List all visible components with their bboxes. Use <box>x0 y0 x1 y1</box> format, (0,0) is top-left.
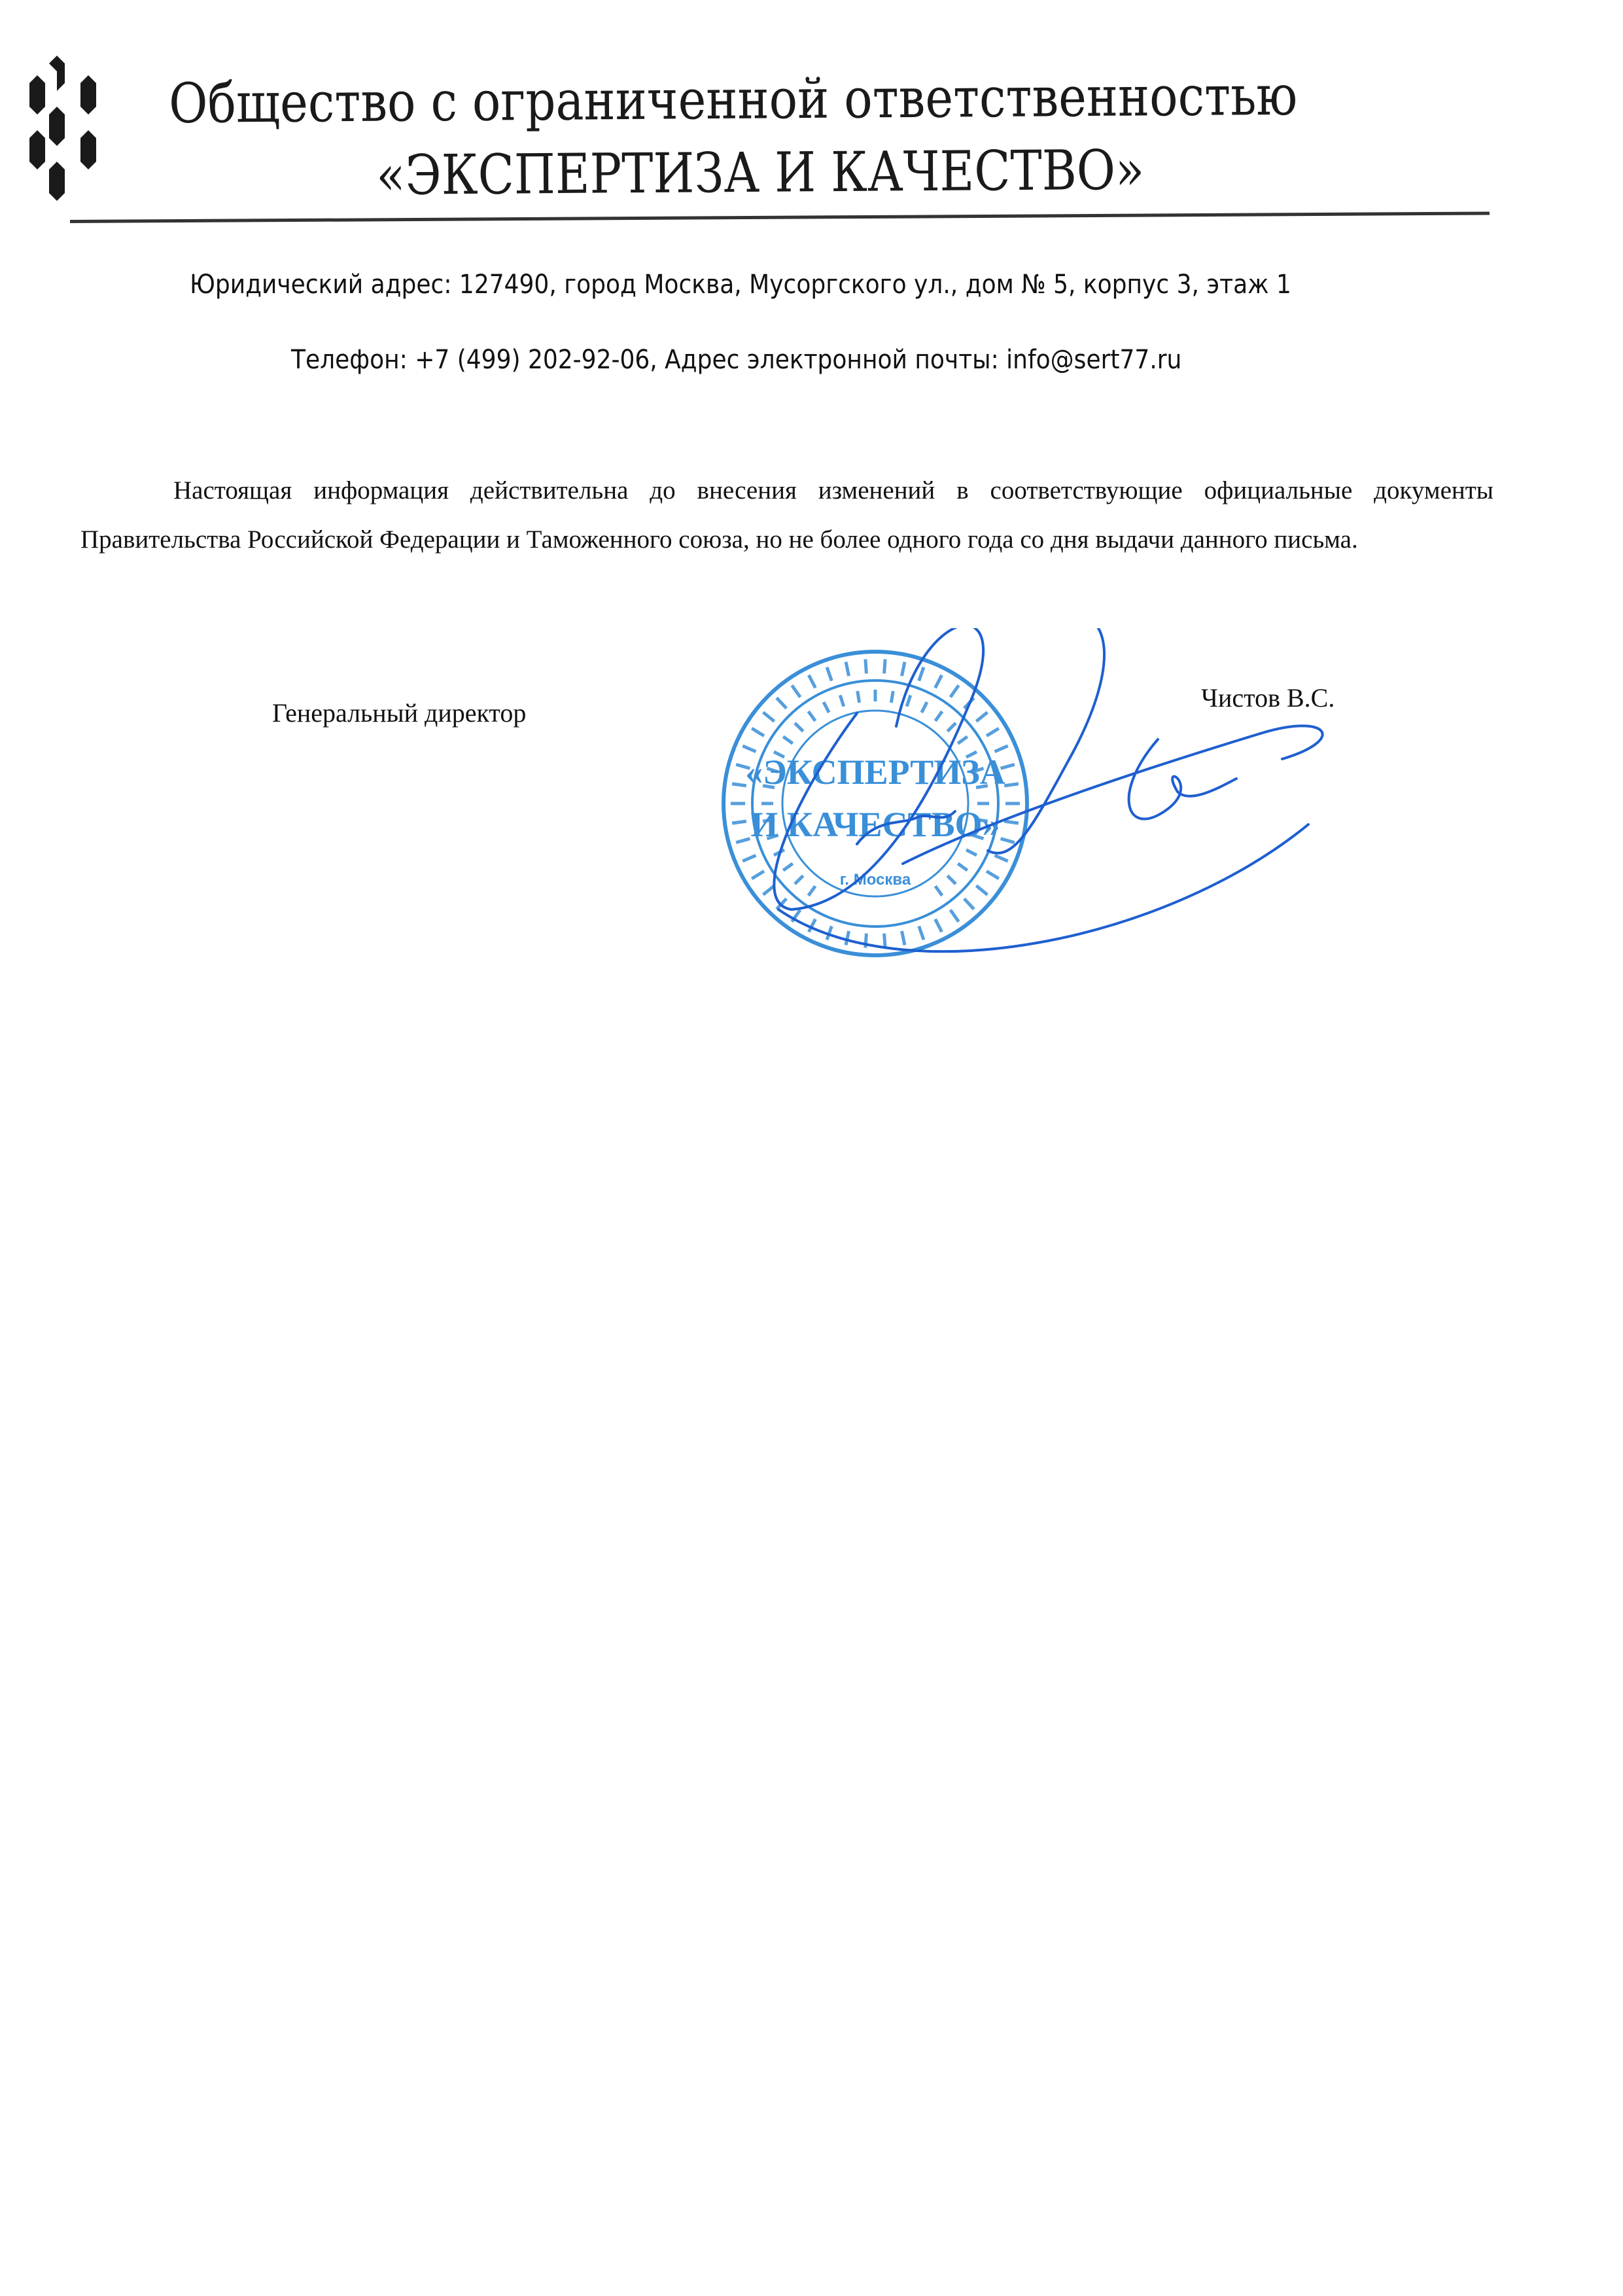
signatory-position: Генеральный директор <box>272 698 527 728</box>
seal-ring-mark <box>783 737 793 744</box>
company-logo-icon <box>29 56 147 213</box>
seal-ring-mark <box>736 839 750 843</box>
seal-ring-mark <box>976 886 987 895</box>
seal-ring-mark <box>846 931 848 945</box>
validity-paragraph: Настоящая информация действительна до внесения изменений в соответствующие официальные документы Правительства Российской Федерации и Таможенного союза, но не более одного года со дня выдачи данного письма. <box>80 476 1493 554</box>
seal-ring-mark <box>976 713 987 722</box>
seal-ring-mark <box>777 698 786 708</box>
company-type-heading: Общество с ограниченной ответственностью <box>168 63 1298 135</box>
seal-ring-mark <box>947 875 956 884</box>
seal-ring-mark <box>935 919 942 932</box>
seal-ring-mark <box>884 934 886 948</box>
company-seal-with-signature <box>707 628 1361 968</box>
seal-ring-mark <box>986 728 999 735</box>
seal-ring-mark <box>907 696 911 707</box>
seal-ring-mark <box>891 691 893 703</box>
seal-ring-mark <box>1004 821 1019 823</box>
seal-ring-lettering-marks <box>731 660 1020 948</box>
signatory-name: Чистов В.С. <box>1201 683 1335 713</box>
phone-email: Телефон: +7 (499) 202-92-06, Адрес электронной почты: info@sert77.ru <box>291 345 1182 375</box>
seal-ring-mark <box>966 850 977 855</box>
seal-ring-mark <box>827 667 831 681</box>
seal-ring-mark <box>840 696 844 707</box>
seal-ring-mark <box>792 685 801 697</box>
seal-ring-mark <box>742 855 756 861</box>
seal-ring-mark <box>958 737 968 744</box>
seal-ring-mark <box>846 662 848 677</box>
seal-ring-mark <box>795 875 803 884</box>
seal-center-line-1: «ЭКСПЕРТИЗА <box>745 752 1005 792</box>
seal-ring-mark <box>752 728 764 735</box>
seal-ring-mark <box>809 711 816 721</box>
seal-ring-mark <box>919 927 924 940</box>
seal-ring-mark <box>919 667 924 681</box>
seal-ring-mark <box>1001 839 1015 843</box>
seal-ring-mark <box>947 723 956 732</box>
seal-ring-mark <box>951 685 959 697</box>
seal-ring-mark <box>809 675 815 688</box>
seal-ring-mark <box>995 855 1008 861</box>
seal-ring-mark <box>763 886 775 895</box>
seal-ring-mark <box>922 702 927 713</box>
seal-ring-mark <box>809 886 816 896</box>
seal-ring-mark <box>958 864 968 871</box>
seal-ring-mark <box>742 746 756 752</box>
seal-ring-mark <box>964 898 974 909</box>
seal-ring-mark <box>901 662 904 677</box>
seal-ring-mark <box>935 711 943 721</box>
seal-ring-mark <box>901 931 904 945</box>
company-name-heading: «ЭКСПЕРТИЗА И КАЧЕСТВО» <box>375 137 1145 207</box>
seal-ring-mark <box>951 910 959 922</box>
seal-ring-mark <box>752 871 764 878</box>
seal-ring-mark <box>783 864 793 871</box>
seal-ring-mark <box>865 660 867 674</box>
seal-city: г. Москва <box>839 871 911 889</box>
seal-ring-mark <box>935 886 943 896</box>
seal-ring-mark <box>824 702 829 713</box>
seal-ring-mark <box>995 746 1008 752</box>
seal-ring-mark <box>732 784 746 786</box>
seal-ring-mark <box>986 871 999 878</box>
seal-ring-mark <box>884 660 886 674</box>
seal-ring-mark <box>1004 784 1019 786</box>
header-divider <box>70 212 1490 223</box>
seal-ring-mark <box>935 675 942 688</box>
seal-ring-mark <box>763 713 775 722</box>
seal-ring-mark <box>795 723 803 732</box>
legal-address: Юридический адрес: 127490, город Москва, Мусоргского ул., дом № 5, корпус 3, этаж 1 <box>190 270 1291 300</box>
seal-ring-mark <box>732 821 746 823</box>
seal-ring-mark <box>858 691 860 703</box>
seal-center-line-2: И КАЧЕСТВО» <box>750 805 1000 844</box>
